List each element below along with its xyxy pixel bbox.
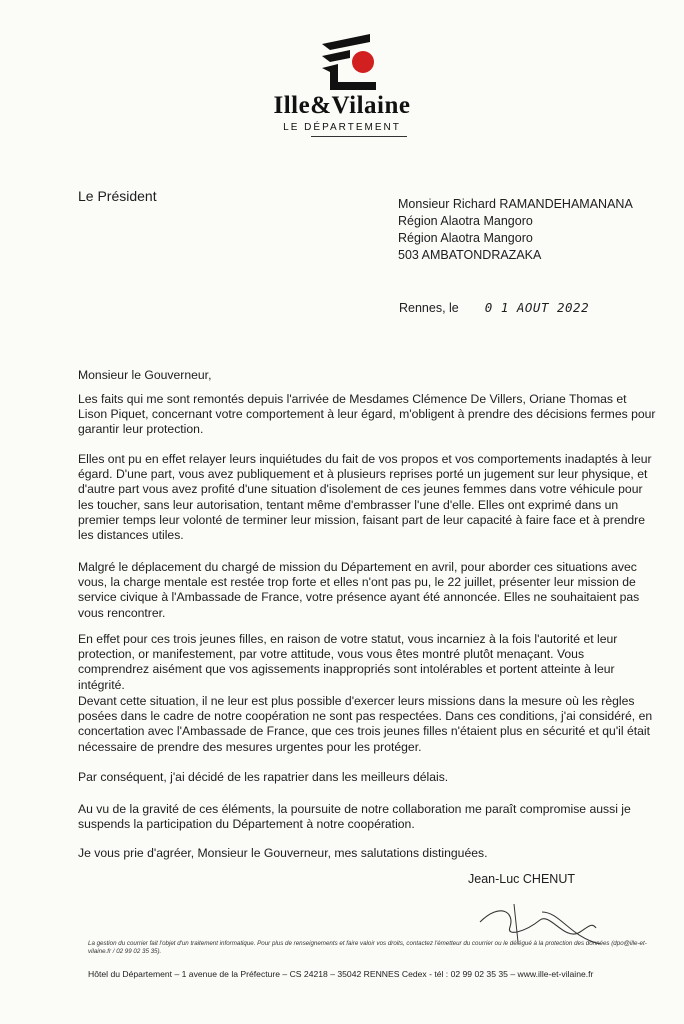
paragraph-7: Au vu de la gravité de ces éléments, la poursuite de notre collaboration me paraît compromise aussi je suspends la participation du Département à notre coopération. — [78, 802, 631, 832]
date-line — [399, 300, 589, 315]
paragraph-5: Devant cette situation, il ne leur est plus possible d'exercer leurs missions dans la mesure où les règles posées dans le cadre de notre coopération ne sont pas respectées. Dans ces conditions, j'ai considéré, en concertation avec l'Ambassade de France, que ces trois jeunes filles n'étaient plus en sécurité et qu'il était nécessaire de prendre des mesures urgentes pour les protéger. — [78, 694, 653, 754]
date-place: Rennes, le — [399, 301, 459, 315]
paragraph-3: Malgré le déplacement du chargé de mission du Département en avril, pour aborder ces situations avec vous, la charge mentale est restée trop forte et elles n'ont pas pu, le 22 juillet, présenter leur mission de service civique à l'Ambassade de France, votre présence ayant été annoncée. Elles ne souhaitaient pas vous rencontrer. — [78, 560, 640, 620]
footer-address: Hôtel du Département – 1 avenue de la Préfecture – CS 24218 – 35042 RENNES Cedex - tél : 02 99 02 35 35 – www.ille-et-vilaine.fr — [88, 969, 594, 979]
logo-divider — [311, 136, 407, 137]
recipient-line: Région Alaotra Mangoro — [398, 231, 533, 245]
paragraph-4: En effet pour ces trois jeunes filles, en raison de votre statut, vous incarniez à la fois l'autorité et leur protection, or manifestement, par votre attitude, vous vous êtes montré plutôt menaçant. Vous comprendrez aisément que vos agissements inappropriés sont intolérables et portent atteinte à leur intégrité. — [78, 632, 618, 692]
signatory-name: Jean-Luc CHENUT — [468, 872, 575, 886]
recipient-name: Monsieur Richard RAMANDEHAMANANA — [398, 197, 633, 211]
sender-title: Le Président — [78, 188, 157, 204]
recipient-line: 503 AMBATONDRAZAKA — [398, 248, 542, 262]
logo-subtitle: LE DÉPARTEMENT — [283, 122, 401, 133]
salutation: Monsieur le Gouverneur, — [78, 368, 212, 382]
paragraph-2: Elles ont pu en effet relayer leurs inquiétudes du fait de vos propos et vos comportements inadaptés à leur égard. D'une part, vous avez publiquement et à plusieurs reprises porté un jugement sur leur physique, et d'autre part vous avez profité d'une situation d'isolement de ces jeunes femmes dans votre véhicule pour les toucher, sans leur autorisation, tentant même d'embrasser l'une d'elle. Elles ont exprimé dans un premier temps leur volonté de terminer leur mission, faisant part de leur capacité à faire face et à prendre les distances utiles. — [78, 452, 652, 543]
paragraph-6: Par conséquent, j'ai décidé de les rapatrier dans les meilleurs délais. — [78, 770, 449, 784]
date-stamp: 0 1 AOUT 2022 — [484, 300, 590, 315]
closing: Je vous prie d'agréer, Monsieur le Gouverneur, mes salutations distinguées. — [78, 846, 488, 860]
recipient-address — [398, 196, 633, 264]
paragraph-1: Les faits qui me sont remontés depuis l'arrivée de Mesdames Clémence De Villers, Oriane Thomas et Lison Piquet, concernant votre comportement à leur égard, m'obligent à prendre des décisions fermes pour garantir leur protection. — [78, 392, 656, 437]
logo-wordmark: Ille&Vilaine — [273, 92, 411, 119]
recipient-line: Région Alaotra Mangoro — [398, 214, 533, 228]
footer-privacy-note: La gestion du courrier fait l'objet d'un traitement informatique. Pour plus de renseignements et faire valoir vos droits, contactez l'émetteur du courrier ou le délégué à la protection des données (dpo@ille-et-vilaine.fr / 02 99 02 35 35). — [88, 940, 647, 955]
ille-et-vilaine-logo-icon — [318, 30, 388, 92]
